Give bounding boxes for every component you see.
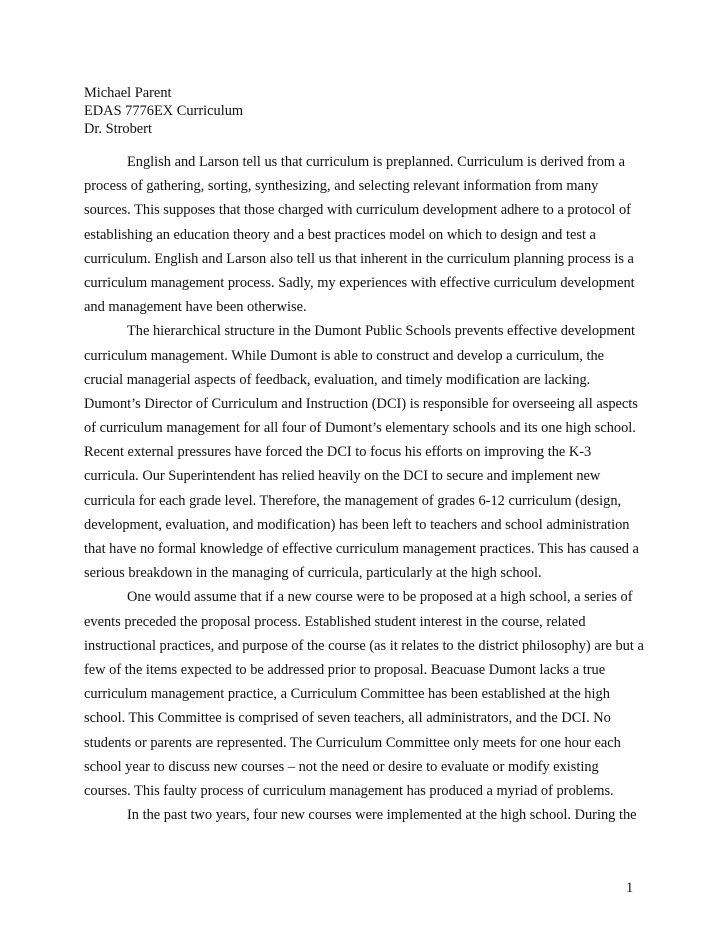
text-line: In the past two years, four new courses were implemented at the high school. During the — [127, 807, 637, 824]
text-line: serious breakdown in the managing of curricula, particularly at the high school. — [84, 565, 542, 582]
text-line: The hierarchical structure in the Dumont Public Schools prevents effective development — [127, 323, 636, 340]
text-line: instructional practices, and purpose of the course (as it relates to the district philosophy) are but a — [84, 637, 644, 654]
text-line: few of the items expected to be addressed prior to proposal. Beacuase Dumont lacks a true — [84, 661, 606, 678]
text-line: events preceded the proposal process. Established student interest in the course, related — [84, 613, 586, 630]
essay-body — [84, 150, 644, 827]
text-line: curriculum management practice, a Curriculum Committee has been established at the high — [84, 686, 610, 703]
text-line: One would assume that if a new course were to be proposed at a high school, a series of — [127, 589, 633, 606]
text-line: school year to discuss new courses – not the need or desire to evaluate or modify existing — [84, 758, 599, 775]
text-line: Recent external pressures have forced the DCI to focus his efforts on improving the K-3 — [84, 444, 592, 461]
instructor-name: Dr. Strobert — [84, 120, 152, 137]
text-line: students or parents are represented. The Curriculum Committee only meets for one hour each — [84, 734, 621, 751]
author-name: Michael Parent — [84, 85, 172, 101]
text-line: English and Larson tell us that curriculum is preplanned. Curriculum is derived from a — [127, 154, 625, 170]
text-line: curriculum management. While Dumont is able to construct and develop a curriculum, the — [84, 347, 605, 364]
text-line: crucial managerial aspects of feedback, evaluation, and timely modification are lacking. — [84, 371, 591, 388]
text-line: courses. This faulty process of curriculum management has produced a myriad of problems. — [84, 782, 614, 799]
text-line: process of gathering, sorting, synthesizing, and selecting relevant information from many — [84, 178, 599, 195]
text-line: curricula. Our Superintendent has relied heavily on the DCI to secure and implement new — [84, 468, 601, 485]
text-line: curriculum management process. Sadly, my experiences with effective curriculum development — [84, 274, 635, 291]
text-line: development, evaluation, and modification) has been left to teachers and school administration — [84, 516, 630, 533]
text-line: and management have been otherwise. — [84, 299, 307, 316]
text-line: sources. This supposes that those charged with curriculum development adhere to a protocol of — [84, 202, 631, 219]
text-line: establishing an education theory and a best practices model on which to design and test a — [84, 226, 596, 243]
text-line: that have no formal knowledge of effective curriculum management practices. This has caused a — [84, 541, 639, 557]
text-line: of curriculum management for all four of Dumont’s elementary schools and its one high school. — [84, 420, 636, 437]
text-line: school. This Committee is comprised of seven teachers, all administrators, and the DCI. No — [84, 710, 611, 727]
text-line: curricula for each grade level. Therefore, the management of grades 6-12 curriculum (design, — [84, 492, 622, 509]
text-line: Dumont’s Director of Curriculum and Instruction (DCI) is responsible for overseeing all aspects — [84, 395, 638, 412]
document-header — [84, 85, 243, 138]
text-line: curriculum. English and Larson also tell us that inherent in the curriculum planning process is a — [84, 250, 634, 267]
course-title: EDAS 7776EX Curriculum — [84, 102, 244, 119]
page-number: 1 — [626, 880, 634, 896]
